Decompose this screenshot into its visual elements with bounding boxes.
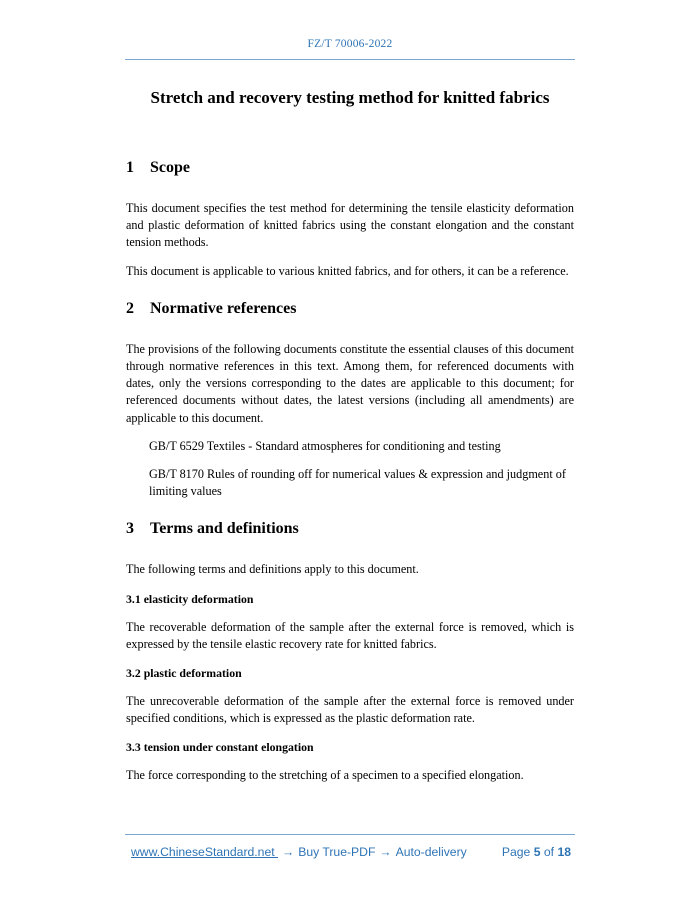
terms-intro: The following terms and definitions apply to this document. (126, 562, 419, 577)
page-total: 18 (557, 845, 571, 859)
normative-paragraph: The provisions of the following documents constitute the essential clauses of this document through normative references in this text. Among them, for referenced documents with dates, only the versions corresponding to the dates are applicable to this document; for referenced documents without dates, the latest versions (including all amendments) are applicable to this document. (126, 341, 574, 425)
scope-paragraph-2: This document is applicable to various knitted fabrics, and for others, it can be a reference. (126, 263, 569, 278)
section-heading-normative-references (126, 298, 574, 320)
reference-item: GB/T 6529 Textiles - Standard atmospheres for conditioning and testing (149, 438, 501, 453)
section-title: Scope (150, 159, 190, 176)
header-doc-code: FZ/T 70006-2022 (307, 38, 393, 50)
section-title: Terms and definitions (150, 520, 299, 538)
scope-paragraph-1: This document specifies the test method for determining the tensile elasticity deformation and plastic deformation of knitted fabrics using the constant elongation and the constant tension methods. (126, 201, 574, 250)
arrow-right-icon: → (379, 845, 392, 859)
term-definition: The recoverable deformation of the sample after the external force is removed, which is expressed by the tensile elastic recovery rate for knitted fabrics. (126, 619, 574, 651)
page-title: Stretch and recovery testing method for knitted fabrics (150, 88, 550, 107)
footer-divider (125, 834, 575, 835)
section-number: 2 (126, 299, 134, 317)
page-indicator (502, 845, 571, 859)
section-number: 1 (126, 159, 134, 176)
section-heading-scope (126, 157, 574, 179)
page-content (126, 86, 574, 785)
page-label: Page (501, 845, 531, 859)
term-heading: 3.3 tension under constant elongation (126, 740, 314, 755)
page-current: 5 (533, 845, 541, 859)
term-heading: 3.1 elasticity deformation (126, 591, 254, 606)
term-definition: The force corresponding to the stretching of a specimen to a specified elongation. (126, 768, 524, 783)
term-heading: 3.2 plastic deformation (126, 666, 242, 681)
auto-delivery-text: Auto-delivery (395, 845, 467, 859)
footer (131, 845, 571, 859)
arrow-right-icon: → (282, 845, 295, 859)
header-divider (125, 59, 575, 60)
reference-item: GB/T 8170 Rules of rounding off for numerical values & expression and judgment of limiting values (149, 467, 566, 499)
footer-left (131, 845, 467, 859)
chinesestandard-link[interactable]: www.ChineseStandard.net (131, 845, 279, 859)
section-number: 3 (126, 520, 134, 538)
page-of: of (543, 845, 555, 859)
section-title: Normative references (150, 299, 297, 317)
buy-pdf-text: Buy True-PDF (298, 845, 376, 859)
term-definition: The unrecoverable deformation of the sample after the external force is removed under specified conditions, which is expressed as the plastic deformation rate. (126, 694, 574, 726)
section-heading-terms (126, 518, 574, 540)
